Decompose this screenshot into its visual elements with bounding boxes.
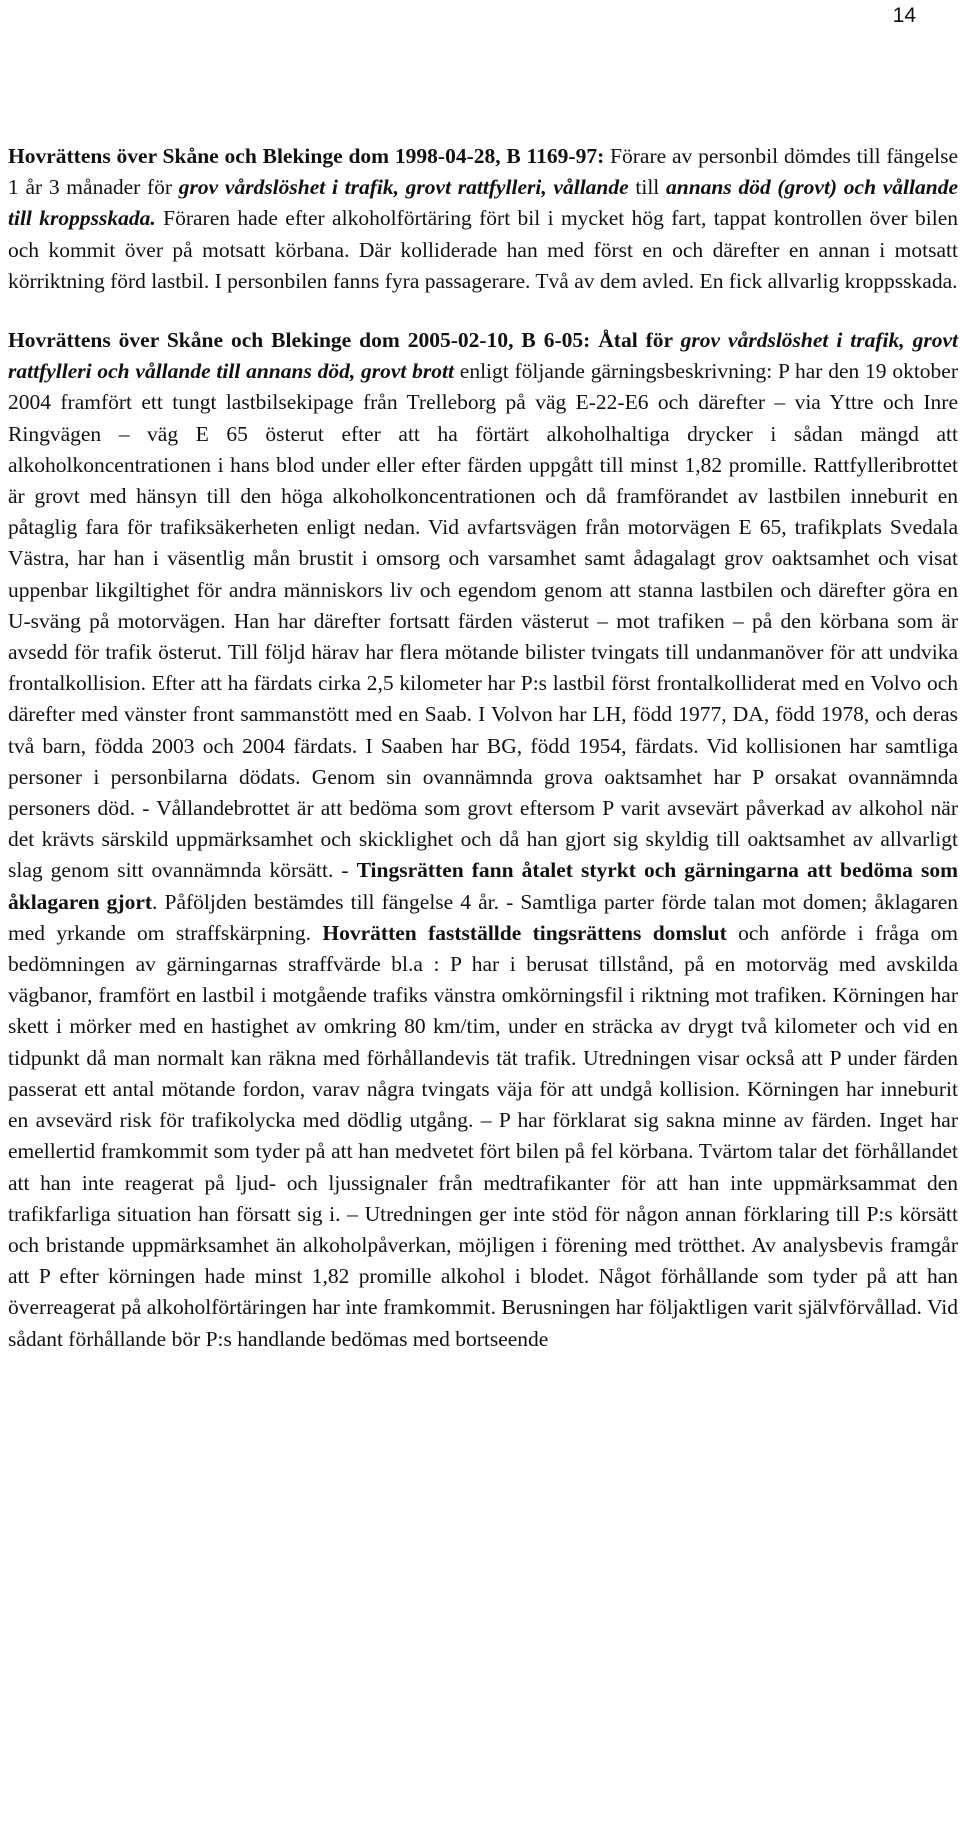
page-number: 14 xyxy=(892,4,916,27)
charge-text: grov vårdslöshet i trafik, grovt rattfylleri och vållande till annans död, grovt brott xyxy=(8,328,958,384)
text-run: enligt följande gärningsbeskrivning: P har den 19 oktober 2004 framfört ett tungt lastbilsekipage från Trelleborg på väg E-22-E6 och därefter – via Yttre och Inre Ringvägen – väg E 65 österut efter att ha förtärt alkoholhaltiga drycker i sådan mängd att alkoholkoncentrationen i hans blod under eller efter färden uppgått till minst 1,82 promille. Rattfylleribrottet är grovt med hänsyn till den höga alkoholkoncentrationen och då framförandet av lastbilen inneburit en påtaglig fara för trafiksäkerheten enligt nedan. Vid avfartsvägen från motorvägen E 65, trafikplats Svedala Västra, har han i väsentlig mån brustit i omsorg och varsamhet samt ådagalagt grov oaktsamhet och visat uppenbar likgiltighet för andra människors liv och egendom genom att stanna lastbilen och därefter göra en U-sväng på motorvägen. Han har därefter fortsatt färden västerut – mot trafiken – på den körbana som är avsedd för trafik österut. Till följd härav har flera mötande bilister tvingats till undanmanöver för att undvika frontalkollision. Efter att ha färdats cirka 2,5 kilometer har P:s lastbil först frontalkolliderat med en Volvo och därefter med vänster front sammanstött med en Saab. I Volvon har LH, född 1977, DA, född 1978, och deras två barn, födda 2003 och 2004 färdats. I Saaben har BG, född 1954, färdats. Vid kollisionen har samtliga personer i personbilarna dödats. Genom sin ovannämnda grova oaktsamhet har P orsakat ovannämnda personers död. - Vållandebrottet är att bedöma som grovt eftersom P varit avsevärt påverkad av alkohol när det krävts särskild uppmärksamhet och skicklighet och då han gjort sig skyldig till oaktsamhet av allvarligt slag genom sitt ovannämnda körsätt. - xyxy=(8,359,958,883)
document-body xyxy=(8,141,958,1355)
paragraph-2005-ruling xyxy=(8,325,958,1355)
text-run: . Påföljden bestämdes till fängelse 4 år. - Samtliga parter förde talan mot domen; åklagaren med yrkande om straffskärpning. xyxy=(8,889,958,945)
case-heading: Hovrättens över Skåne och Blekinge dom 2005-02-10, B 6-05: xyxy=(8,328,591,353)
text-run: och anförde i fråga om bedömningen av gärningarnas straffvärde bl.a : P har i berusat tillstånd, på en motorväg med avskilda vägbanor, framfört en lastbil i motgående trafiks vänstra omkörningsfil i riktning mot trafiken. Körningen har skett i mörker med en hastighet av omkring 80 km/tim, under en sträcka av drygt två kilometer och vid en tidpunkt då man normalt kan räkna med förhållandevis tät trafik. Utredningen visar också att P under färden passerat ett antal mötande fordon, varav några tvingats väja för att undgå kollision. Körningen har inneburit en avsevärd risk för trafikolycka med dödlig utgång. – P har förklarat sig sakna minne av färden. Inget har emellertid framkommit som tyder på att han medvetet fört bilen på fel körbana. Tvärtom talar det förhållandet att han inte reagerat på ljud- och ljussignaler från medtrafikanter för att han inte uppmärksammat den trafikfarliga situation han försatt sig i. – Utredningen ger inte stöd för någon annan förklaring till P:s körsätt och bristande uppmärksamhet än alkoholpåverkan, möjligen i förening med trötthet. Av analysbevis framgår att P efter körningen hade minst 1,82 promille alkohol i blodet. Något förhållande som tyder på att han överreagerat på alkoholförtäringen har inte framkommit. Berusningen har följaktligen varit självförvållad. Vid sådant förhållande bör P:s handlande bedömas med bortseende xyxy=(8,920,958,1351)
charge-text: grov vårdslöshet i trafik, grovt rattfylleri, vållande xyxy=(178,175,629,200)
case-heading: Hovrättens över Skåne och Blekinge dom 1998-04-28, B 1169-97: xyxy=(8,144,605,168)
charge-text: annans död (grovt) och vållande till kroppsskada. xyxy=(8,175,958,231)
text-run: Förare av personbil dömdes till fängelse 1 år 3 månader för xyxy=(8,144,959,200)
text-run: Föraren hade efter alkoholförtäring fört bil i mycket hög fart, tappat kontrollen över bilen och kommit över på motsatt körbana. Där kolliderade han med först en och därefter en annan i motsatt körriktning förd lastbil. I personbilen fanns fyra passagerare. Två av dem avled. En fick allvarlig kroppsskada. xyxy=(8,206,958,293)
text-run: Åtal för xyxy=(590,328,681,353)
appeal-court-decision: Hovrätten fastställde tingsrättens domslut xyxy=(322,920,727,945)
text-run: till xyxy=(628,175,666,200)
district-court-finding: Tingsrätten fann åtalet styrkt och gärningarna att bedöma som åklagaren gjort xyxy=(8,858,958,914)
paragraph-1998-ruling xyxy=(8,141,958,297)
